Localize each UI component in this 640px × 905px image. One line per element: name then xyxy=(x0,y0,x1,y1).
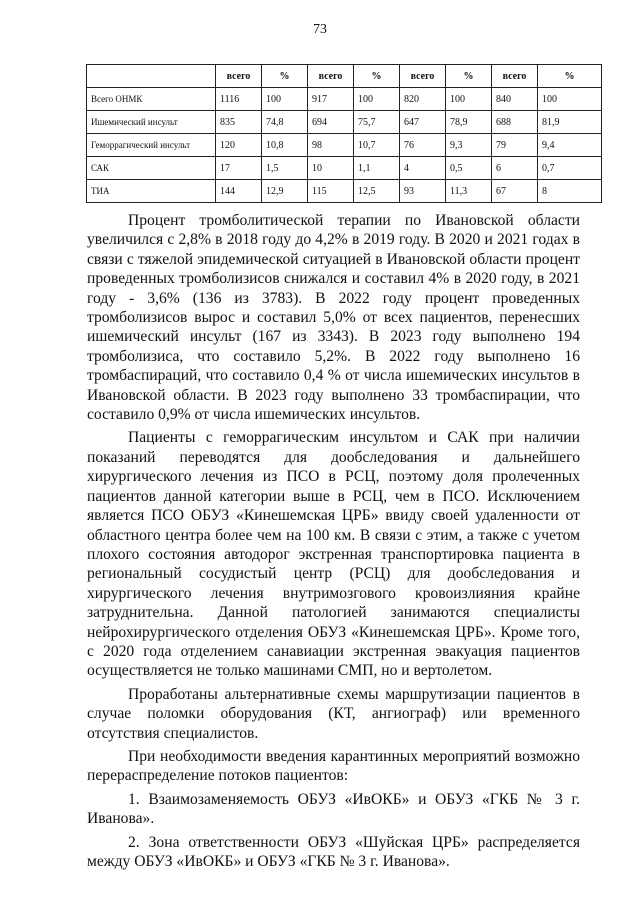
table-cell: 100 xyxy=(354,88,400,111)
table-cell: 93 xyxy=(400,180,446,203)
page-number: 73 xyxy=(313,22,327,37)
table-cell: 100 xyxy=(446,88,492,111)
paragraph-hemorrhagic-routing: Пациенты с геморрагическим инсультом и САК при наличии показаний переводятся для дообследования и дальнейшего хирургического лечения из ПСО в РСЦ, поэтому доля пролеченных пациентов данной категории выше в РСЦ, чем в ПСО. Исключением является ПСО ОБУЗ «Кинешемская ЦРБ» ввиду своей удаленности от областного центра более чем на 100 км. В связи с этим, а также с учетом плохого состояния автодорог экстренная транспортировка пациента в региональный сосудистый центр (РСЦ) для дообследования и хирургического лечения внутримозгового кровоизлияния крайне затруднительна. Данной патологией занимаются специалисты нейрохирургического отделения ОБУЗ «Кинешемская ЦРБ». Кроме того, с 2020 года отделением санавиации экстренная эвакуация пациентов осуществляется не только машинами СМП, но и вертолетом. xyxy=(87,429,580,680)
table-cell: 9,3 xyxy=(446,134,492,157)
table-row xyxy=(87,157,602,180)
table-cell: 12,9 xyxy=(262,180,308,203)
table-cell: 1116 xyxy=(216,88,262,111)
header-cell xyxy=(87,65,216,88)
table-cell: 120 xyxy=(216,134,262,157)
table-cell: 10,8 xyxy=(262,134,308,157)
table-row xyxy=(87,88,602,111)
table-header-row xyxy=(87,65,602,88)
table-cell: 1,5 xyxy=(262,157,308,180)
table-cell: 835 xyxy=(216,111,262,134)
table-cell: 1,1 xyxy=(354,157,400,180)
table-cell: 840 xyxy=(492,88,538,111)
table-cell: 78,9 xyxy=(446,111,492,134)
table-row xyxy=(87,180,602,203)
table-cell: 0,7 xyxy=(538,157,602,180)
table-cell: 10,7 xyxy=(354,134,400,157)
list-item: 1. Взаимозаменяемость ОБУЗ «ИвОКБ» и ОБУЗ «ГКБ № 3 г. Иванова». xyxy=(87,790,580,828)
table-cell: 647 xyxy=(400,111,446,134)
table-cell: 8 xyxy=(538,180,602,203)
header-cell: % xyxy=(354,65,400,88)
header-cell: всего xyxy=(216,65,262,88)
table-row xyxy=(87,134,602,157)
table-cell: 4 xyxy=(400,157,446,180)
header-cell: всего xyxy=(492,65,538,88)
row-label: САК xyxy=(87,157,216,180)
table-cell: 75,7 xyxy=(354,111,400,134)
table-cell: 67 xyxy=(492,180,538,203)
paragraph-quarantine-intro: При необходимости введения карантинных мероприятий возможно перераспределение потоков пациентов: xyxy=(87,747,580,785)
row-label: ТИА xyxy=(87,180,216,203)
table-cell: 917 xyxy=(308,88,354,111)
header-cell: % xyxy=(538,65,602,88)
table-cell: 10 xyxy=(308,157,354,180)
table-cell: 81,9 xyxy=(538,111,602,134)
table-cell: 688 xyxy=(492,111,538,134)
table-cell: 694 xyxy=(308,111,354,134)
table-cell: 6 xyxy=(492,157,538,180)
table-cell: 12,5 xyxy=(354,180,400,203)
paragraph-alternative-routing: Проработаны альтернативные схемы маршрутизации пациентов в случае поломки оборудования (КТ, ангиограф) или временного отсутствия специалистов. xyxy=(87,685,580,742)
table-cell: 17 xyxy=(216,157,262,180)
table-cell: 79 xyxy=(492,134,538,157)
table-cell: 100 xyxy=(538,88,602,111)
stroke-statistics-table xyxy=(86,64,602,203)
row-label: Ишемический инсульт xyxy=(87,111,216,134)
table-row xyxy=(87,111,602,134)
table-cell: 76 xyxy=(400,134,446,157)
header-cell: всего xyxy=(400,65,446,88)
row-label: Геморрагический инсульт xyxy=(87,134,216,157)
row-label: Всего ОНМК xyxy=(87,88,216,111)
table-cell: 100 xyxy=(262,88,308,111)
header-cell: % xyxy=(262,65,308,88)
list-item: 2. Зона ответственности ОБУЗ «Шуйская ЦРБ» распределяется между ОБУЗ «ИвОКБ» и ОБУЗ «ГКБ № 3 г. Иванова». xyxy=(87,833,580,870)
paragraph-thrombolysis: Процент тромболитической терапии по Ивановской области увеличился с 2,8% в 2018 году до 4,2% в 2019 году. В 2020 и 2021 годах в связи с тяжелой эпидемической ситуацией в Ивановской области процент проведенных тромболизисов снижался и составил 4% в 2020 году, в 2021 году - 3,6% (136 из 3783). В 2022 году процент проведенных тромболизисов вырос и составил 5,0% от всех пациентов, перенесших ишемический инсульт (167 из 3343). В 2023 году выполнено 194 тромболизиса, что составило 5,2%. В 2022 году выполнено 16 тромбаспираций, что составило 0,4 % от числа ишемических инсультов в Ивановской области. В 2023 году выполнено 33 тромбаспирации, что составило 0,9% от числа ишемических инсультов. xyxy=(87,212,580,424)
header-cell: % xyxy=(446,65,492,88)
table-cell: 11,3 xyxy=(446,180,492,203)
table-cell: 74,8 xyxy=(262,111,308,134)
table-cell: 9,4 xyxy=(538,134,602,157)
table-cell: 115 xyxy=(308,180,354,203)
table-cell: 0,5 xyxy=(446,157,492,180)
table-cell: 98 xyxy=(308,134,354,157)
body-text xyxy=(87,211,580,871)
table-cell: 820 xyxy=(400,88,446,111)
header-cell: всего xyxy=(308,65,354,88)
table-cell: 144 xyxy=(216,180,262,203)
